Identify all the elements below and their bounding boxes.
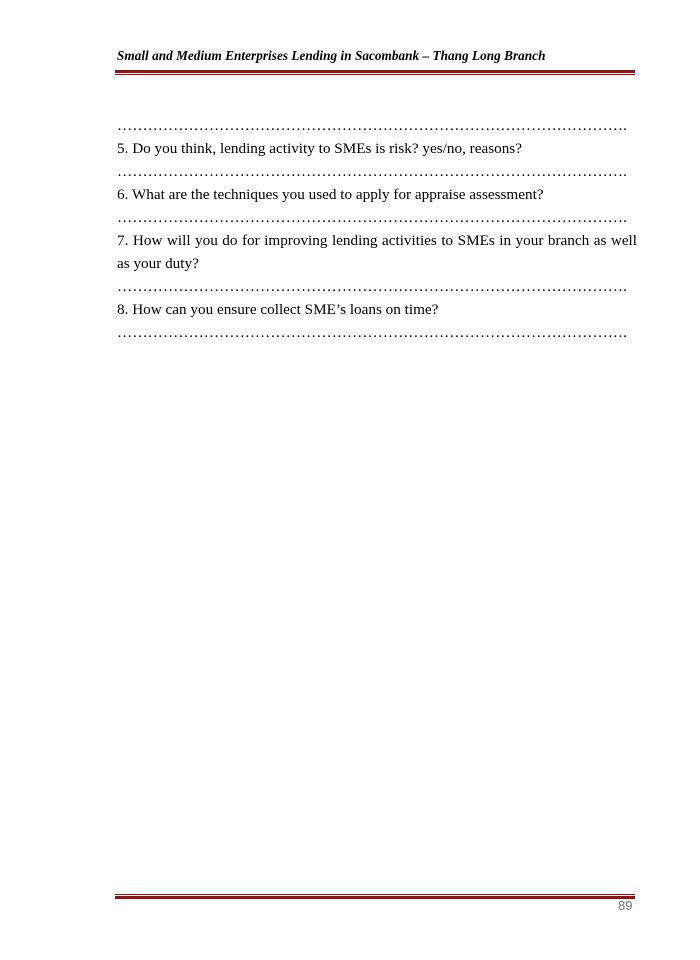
questionnaire-body (117, 114, 637, 344)
answer-line-6: ………………………………………………………………………………………. (117, 209, 628, 226)
answer-line-5: ………………………………………………………………………………………. (117, 163, 628, 180)
answer-line-4: ………………………………………………………………………………………. (117, 117, 628, 134)
question-6: 6. What are the techniques you used to apply for appraise assessment? (117, 186, 544, 203)
question-7: 7. How will you do for improving lending activities to SMEs in your branch as well as your duty? (117, 232, 637, 272)
page-number: 89 (618, 898, 633, 913)
question-5: 5. Do you think, lending activity to SMEs is risk? yes/no, reasons? (117, 140, 522, 157)
running-header-title: Small and Medium Enterprises Lending in Sacombank – Thang Long Branch (117, 48, 546, 63)
footer-rule-thick (115, 896, 635, 899)
answer-line-8: ………………………………………………………………………………………. (117, 324, 628, 341)
question-8: 8. How can you ensure collect SME’s loans on time? (117, 301, 439, 318)
answer-line-7: ………………………………………………………………………………………. (117, 278, 628, 295)
header-rule (115, 70, 635, 75)
header-rule-thin (115, 74, 635, 75)
footer-rule (115, 894, 635, 899)
